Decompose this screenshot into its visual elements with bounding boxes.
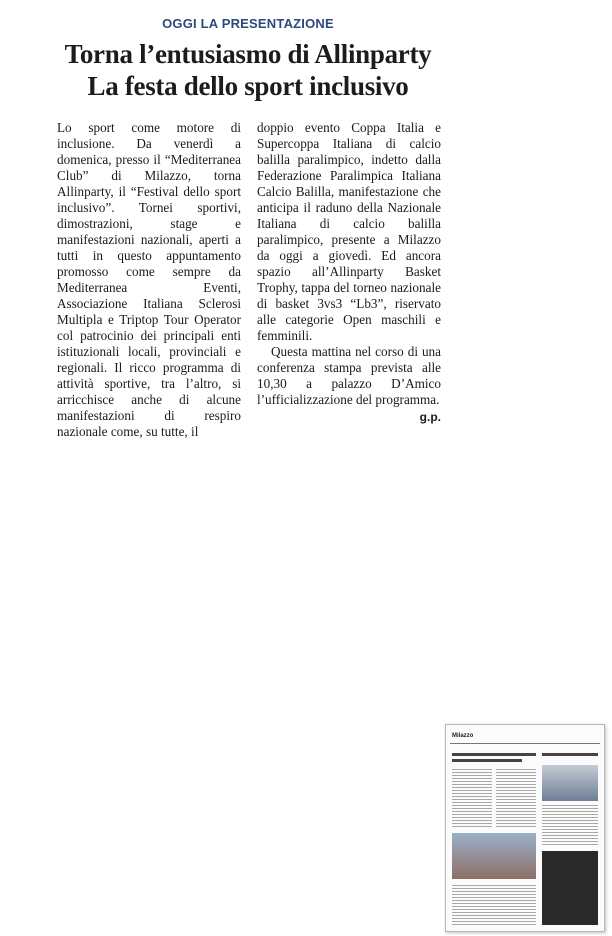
column-2-paragraph-1: doppio evento Coppa Italia e Supercoppa Italiana di calcio balilla paralimpico, indetto dalla Federazione Paralimpica Italiana Calcio Balilla, manifestazione che anticipa il raduno della Nazionale Italiana di calcio balilla paralimpico, presente a Milazzo da oggi a giovedì. Ed ancora spazio all’Allinparty Basket Trophy, tappa del torneo nazionale di basket 3vs3 “Lb3”, riservato alle categorie Open maschili e femminili. xyxy=(257,120,441,343)
thumbnail-text-block xyxy=(452,769,492,829)
article-column-1 xyxy=(57,120,241,440)
headline-line-2: La festa dello sport inclusivo xyxy=(87,71,409,101)
article-headline xyxy=(0,38,496,102)
thumbnail-rule xyxy=(450,743,600,744)
thumbnail-photo xyxy=(542,765,598,801)
page-thumbnail[interactable] xyxy=(445,724,605,932)
thumbnail-text-block xyxy=(496,769,536,829)
thumbnail-text-block xyxy=(452,885,536,925)
thumbnail-headline-bar xyxy=(542,753,598,756)
thumbnail-text-block xyxy=(542,805,598,845)
article-column-2 xyxy=(257,120,441,425)
thumbnail-advert xyxy=(542,851,598,925)
thumbnail-headline-bar xyxy=(452,753,536,756)
author-signature: g.p. xyxy=(419,410,441,424)
headline-line-1: Torna l’entusiasmo di Allinparty xyxy=(64,39,432,69)
thumbnail-section-label: Milazzo xyxy=(452,733,474,739)
column-2-paragraph-2: Questa mattina nel corso di una conferenza stampa prevista alle 10,30 a palazzo D’Amico l’ufficializzazione del programma. xyxy=(257,344,441,407)
thumbnail-headline-bar xyxy=(452,759,522,762)
column-1-text: Lo sport come motore di inclusione. Da venerdì a domenica, presso il “Mediterranea Club” di Milazzo, torna Allinparty, il “Festival dello sport inclusivo”. Tornei sportivi, dimostrazioni, stage e manifestazioni nazionali, aperti a tutti in questo appuntamento promosso come sempre da Mediterranea Eventi, Associazione Italiana Sclerosi Multipla e Triptop Tour Operator col patrocinio dei principali enti istituzionali locali, provinciali e regionali. Il ricco programma di attività sportive, tra l’altro, si arricchisce anche di alcune manifestazioni di respiro nazionale come, su tutte, il xyxy=(57,120,241,439)
article-kicker: OGGI LA PRESENTAZIONE xyxy=(162,16,334,31)
thumbnail-photo xyxy=(452,833,536,879)
